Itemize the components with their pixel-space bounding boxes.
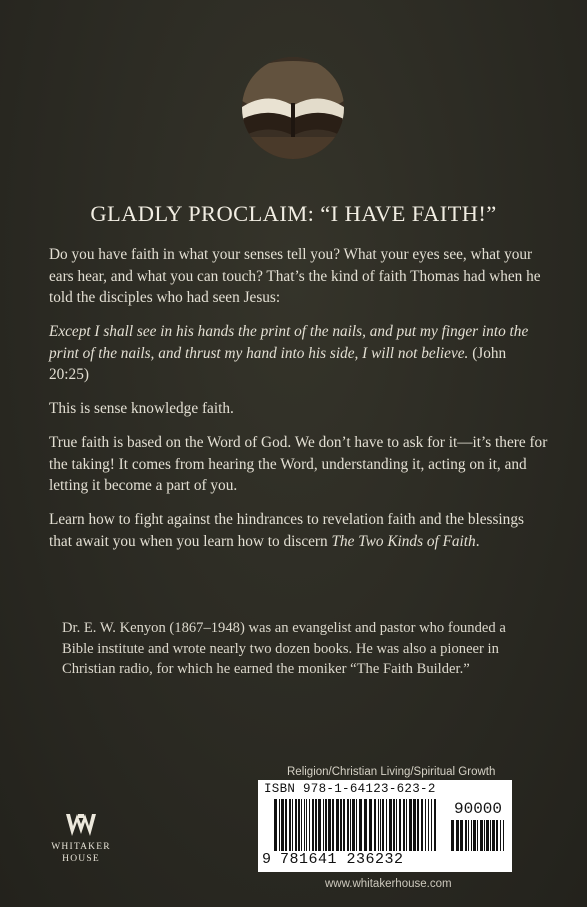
barcode-bar — [285, 799, 287, 851]
paragraph-scripture — [49, 321, 549, 386]
barcode-bar — [369, 799, 372, 851]
open-book-icon — [242, 57, 344, 159]
barcode-bar — [473, 820, 476, 851]
barcode-bar — [340, 799, 342, 851]
barcode-bar — [503, 820, 504, 851]
barcode-bar — [359, 799, 362, 851]
barcode-bar — [328, 799, 331, 851]
barcode-bar — [306, 799, 307, 851]
publisher-website: www.whitakerhouse.com — [325, 878, 452, 890]
barcode-bar — [409, 799, 412, 851]
scripture-quote: Except I shall see in his hands the print of the nails, and put my finger into the print of the nails, and thrust my hand into his side, I will not believe. — [49, 323, 529, 362]
barcode-bar — [312, 799, 314, 851]
category-label: Religion/Christian Living/Spiritual Growth — [287, 766, 496, 778]
barcode-bar — [318, 799, 321, 851]
barcode-bar — [403, 799, 405, 851]
barcode-bar — [492, 820, 495, 851]
barcode-bar — [386, 799, 387, 851]
learn-end: . — [475, 532, 480, 550]
barcode-bar — [490, 820, 491, 851]
isbn-text: ISBN 978-1-64123-623-2 — [264, 782, 436, 796]
paragraph-true-faith: True faith is based on the Word of God. We don’t have to ask for it—it’s there for the taking! It comes from hearing the Word, understanding it, acting on it, and letting it become a part of you. — [49, 434, 548, 494]
barcode-bar — [389, 799, 392, 851]
barcode-bar — [332, 799, 334, 851]
barcode-bar — [356, 799, 357, 851]
learn-text: Learn how to fight against the hindrances to revelation faith and the blessings that await you when you learn how to discern — [49, 511, 524, 550]
open-bible-photo — [242, 57, 344, 159]
barcode-bar — [289, 799, 291, 851]
barcode-bar — [393, 799, 395, 851]
whitaker-w-logo-icon — [64, 812, 98, 838]
barcode-bar — [460, 820, 463, 851]
barcode-bar — [347, 799, 349, 851]
barcode-bar — [292, 799, 293, 851]
barcode-bar — [413, 799, 416, 851]
barcode-bar — [315, 799, 317, 851]
barcode-bar — [374, 799, 376, 851]
barcode-bar — [451, 820, 454, 851]
book-title: The Two Kinds of Faith — [331, 532, 476, 550]
paragraph-learn — [49, 509, 549, 552]
barcode-bar — [295, 799, 297, 851]
barcode-bar — [396, 799, 397, 851]
ean-barcode — [274, 799, 440, 851]
paragraph-sense-knowledge: This is sense knowledge faith. — [49, 400, 234, 417]
barcode-bar — [350, 799, 351, 851]
barcode-bar — [399, 799, 401, 851]
publisher-logo — [46, 812, 116, 865]
author-bio: Dr. E. W. Kenyon (1867–1948) was an evangelist and pastor who founded a Bible institute and wrote nearly two dozen books. He was also a pioneer in Christian radio, for which he earned the moniker “The Faith Builder.” — [62, 620, 506, 677]
barcode-bar — [500, 820, 501, 851]
barcode-bar — [336, 799, 339, 851]
barcode-bar — [364, 799, 367, 851]
publisher-name-line2: HOUSE — [62, 854, 100, 864]
description — [49, 244, 549, 565]
barcode-bar — [325, 799, 327, 851]
barcode-bar — [301, 799, 302, 851]
barcode-bar — [496, 820, 498, 851]
barcode-bar — [465, 820, 467, 851]
barcode-bar — [378, 799, 379, 851]
barcode-bar — [309, 799, 310, 851]
barcode-bar — [484, 820, 485, 851]
ean-digits: 781641 236232 — [280, 851, 404, 868]
barcode-bar — [380, 799, 381, 851]
barcode-bar — [428, 799, 429, 851]
barcode-bar — [456, 820, 459, 851]
barcode-bar — [279, 799, 280, 851]
headline: GLADLY PROCLAIM: “I HAVE FAITH!” — [90, 201, 497, 226]
barcode-bar — [425, 799, 426, 851]
barcode-bar — [471, 820, 472, 851]
barcode-bar — [343, 799, 345, 851]
barcode-bar — [304, 799, 305, 851]
price-code: 90000 — [454, 800, 503, 818]
barcode-bar — [274, 799, 277, 851]
barcode-bar — [480, 820, 483, 851]
barcode-bar — [417, 799, 419, 851]
paragraph-senses: Do you have faith in what your senses tell you? What your eyes see, what your ears hear, and what you can touch? That’s the kind of faith Thomas had when he told the disciples who had seen Jesus: — [49, 246, 541, 306]
barcode-panel — [258, 780, 512, 872]
barcode-bar — [434, 799, 436, 851]
barcode-bar — [298, 799, 300, 851]
barcode-bar — [477, 820, 478, 851]
barcode-bar — [421, 799, 423, 851]
barcode-bar — [468, 820, 469, 851]
scripture-reference: (John 20:25) — [49, 344, 507, 383]
barcode-bar — [406, 799, 407, 851]
barcode-bar — [431, 799, 432, 851]
barcode-bar — [486, 820, 489, 851]
publisher-name-line1: WHITAKER — [51, 842, 111, 852]
barcode-bar — [281, 799, 284, 851]
barcode-bar — [352, 799, 355, 851]
barcode-bar — [323, 799, 324, 851]
ean-first-digit: 9 — [262, 851, 272, 868]
price-addon-barcode — [451, 820, 506, 851]
barcode-bar — [382, 799, 384, 851]
